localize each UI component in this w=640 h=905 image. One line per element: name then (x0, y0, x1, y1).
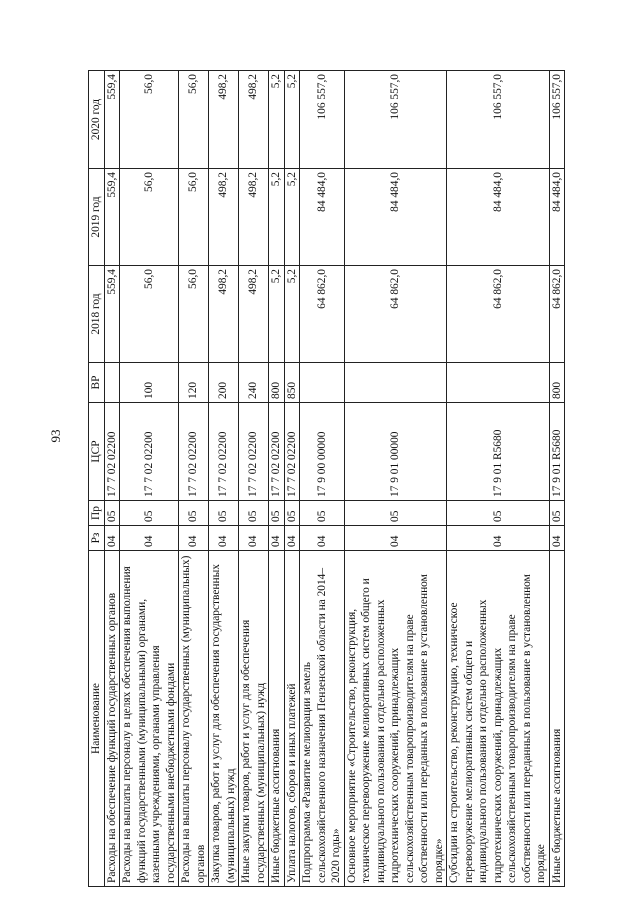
row-pr-cell: 05 (284, 501, 300, 526)
row-2019-cell: 56,0 (179, 169, 209, 266)
row-pr-cell: 05 (104, 501, 120, 526)
row-2019-cell: 84 484,0 (447, 169, 550, 266)
row-2019-cell: 498,2 (239, 169, 269, 266)
table-row (239, 71, 269, 887)
row-2020-cell: 106 557,0 (344, 71, 447, 169)
row-csr-cell: 17 7 02 02200 (179, 403, 209, 501)
table-row (179, 71, 209, 887)
row-pr-cell: 05 (447, 501, 550, 526)
col-header-rz: Рз (89, 526, 105, 551)
row-2020-cell: 106 557,0 (549, 71, 565, 169)
row-name-cell: Иные бюджетные ассигнования (269, 551, 285, 887)
row-2019-cell: 5,2 (284, 169, 300, 266)
row-2018-cell: 64 862,0 (300, 266, 345, 363)
row-rz-cell: 04 (344, 526, 447, 551)
row-2019-cell: 5,2 (269, 169, 285, 266)
row-2018-cell: 498,2 (239, 266, 269, 363)
row-pr-cell: 05 (239, 501, 269, 526)
row-csr-cell: 17 9 01 00000 (344, 403, 447, 501)
row-2018-cell: 498,2 (209, 266, 239, 363)
row-vr-cell: 800 (269, 363, 285, 403)
table-row (269, 71, 285, 887)
row-2020-cell: 5,2 (284, 71, 300, 169)
col-header-2019: 2019 год (89, 169, 105, 266)
row-vr-cell: 120 (179, 363, 209, 403)
row-csr-cell: 17 7 02 02200 (269, 403, 285, 501)
row-name-cell: Расходы на выплаты персоналу государственных (муниципальных) органов (179, 551, 209, 887)
row-name-cell: Основное мероприятие «Строительство, реконструкция, техническое перевооружение мелиоративных систем общего и индивидуального пользования и отдельно расположенных гидротехнических сооружений, принадлежащих сельскохозяйственным товаропроизводителям на праве собственности или переданных в пользование в установленном порядке» (344, 551, 447, 887)
row-2019-cell: 498,2 (209, 169, 239, 266)
col-header-name: Наименование (89, 551, 105, 887)
row-2020-cell: 559,4 (104, 71, 120, 169)
row-csr-cell: 17 7 02 02200 (104, 403, 120, 501)
row-name-cell: Субсидии на строительство, реконструкцию, техническое перевооружение мелиоративных систем общего и индивидуального пользования и отдельно расположенных гидротехнических сооружений, принадлежащих сельскохозяйственным товаропроизводителям на праве собственности или переданных в пользование в установленном порядке (447, 551, 550, 887)
row-2020-cell: 56,0 (179, 71, 209, 169)
row-csr-cell: 17 9 01 R5680 (447, 403, 550, 501)
table-row (120, 71, 179, 887)
row-vr-cell: 240 (239, 363, 269, 403)
col-header-2020: 2020 год (89, 71, 105, 169)
row-rz-cell: 04 (447, 526, 550, 551)
table-row (104, 71, 120, 887)
row-2018-cell: 64 862,0 (549, 266, 565, 363)
row-2019-cell: 56,0 (120, 169, 179, 266)
row-name-cell: Расходы на обеспечение функций государственных органов (104, 551, 120, 887)
row-name-cell: Закупка товаров, работ и услуг для обеспечения государственных (муниципальных) нужд (209, 551, 239, 887)
col-header-pr: Пр (89, 501, 105, 526)
row-rz-cell: 04 (269, 526, 285, 551)
table-row (284, 71, 300, 887)
row-vr-cell (300, 363, 345, 403)
row-csr-cell: 17 7 02 02200 (239, 403, 269, 501)
row-pr-cell: 05 (179, 501, 209, 526)
table-header-row (89, 71, 105, 887)
row-rz-cell: 04 (239, 526, 269, 551)
row-2018-cell: 56,0 (179, 266, 209, 363)
row-name-cell: Иные закупки товаров, работ и услуг для обеспечения государственных (муниципальных) нужд (239, 551, 269, 887)
row-vr-cell: 200 (209, 363, 239, 403)
row-pr-cell: 05 (120, 501, 179, 526)
row-vr-cell (447, 363, 550, 403)
row-2020-cell: 106 557,0 (300, 71, 345, 169)
row-vr-cell: 800 (549, 363, 565, 403)
row-csr-cell: 17 7 02 02200 (209, 403, 239, 501)
row-csr-cell: 17 9 01 R5680 (549, 403, 565, 501)
row-2019-cell: 559,4 (104, 169, 120, 266)
row-pr-cell: 05 (344, 501, 447, 526)
row-name-cell: Подпрограмма «Развитие мелиорации земель сельскохозяйственного назначения Пензенской области на 2014–2020 годы» (300, 551, 345, 887)
row-vr-cell: 100 (120, 363, 179, 403)
row-csr-cell: 17 9 00 00000 (300, 403, 345, 501)
col-header-csr: ЦСР (89, 403, 105, 501)
row-vr-cell (344, 363, 447, 403)
row-csr-cell: 17 7 02 02200 (120, 403, 179, 501)
page-number: 93 (48, 429, 63, 443)
table-body (104, 71, 565, 887)
row-name-cell: Уплата налогов, сборов и иных платежей (284, 551, 300, 887)
row-vr-cell: 850 (284, 363, 300, 403)
row-rz-cell: 04 (209, 526, 239, 551)
row-2018-cell: 5,2 (269, 266, 285, 363)
table-row (300, 71, 345, 887)
row-rz-cell: 04 (179, 526, 209, 551)
row-2020-cell: 56,0 (120, 71, 179, 169)
row-2018-cell: 56,0 (120, 266, 179, 363)
row-2020-cell: 5,2 (269, 71, 285, 169)
row-2020-cell: 106 557,0 (447, 71, 550, 169)
row-vr-cell (104, 363, 120, 403)
table-row (549, 71, 565, 887)
col-header-vr: ВР (89, 363, 105, 403)
row-name-cell: Расходы на выплаты персоналу в целях обеспечения выполнения функций государственными (муниципальными) органами, казенными учреждениями, органами управления государственными внебюджетными фондами (120, 551, 179, 887)
budget-table (88, 70, 565, 887)
row-pr-cell: 05 (209, 501, 239, 526)
row-pr-cell: 05 (269, 501, 285, 526)
row-2019-cell: 84 484,0 (549, 169, 565, 266)
row-2020-cell: 498,2 (239, 71, 269, 169)
table-row (344, 71, 447, 887)
row-2019-cell: 84 484,0 (344, 169, 447, 266)
row-2020-cell: 498,2 (209, 71, 239, 169)
row-rz-cell: 04 (300, 526, 345, 551)
row-rz-cell: 04 (120, 526, 179, 551)
row-rz-cell: 04 (284, 526, 300, 551)
row-csr-cell: 17 7 02 02200 (284, 403, 300, 501)
row-pr-cell: 05 (549, 501, 565, 526)
row-rz-cell: 04 (104, 526, 120, 551)
row-pr-cell: 05 (300, 501, 345, 526)
table-row (447, 71, 550, 887)
col-header-2018: 2018 год (89, 266, 105, 363)
table-row (209, 71, 239, 887)
row-2019-cell: 84 484,0 (300, 169, 345, 266)
row-2018-cell: 64 862,0 (447, 266, 550, 363)
row-rz-cell: 04 (549, 526, 565, 551)
row-name-cell: Иные бюджетные ассигнования (549, 551, 565, 887)
row-2018-cell: 559,4 (104, 266, 120, 363)
row-2018-cell: 5,2 (284, 266, 300, 363)
row-2018-cell: 64 862,0 (344, 266, 447, 363)
rotated-table-container (88, 71, 565, 887)
